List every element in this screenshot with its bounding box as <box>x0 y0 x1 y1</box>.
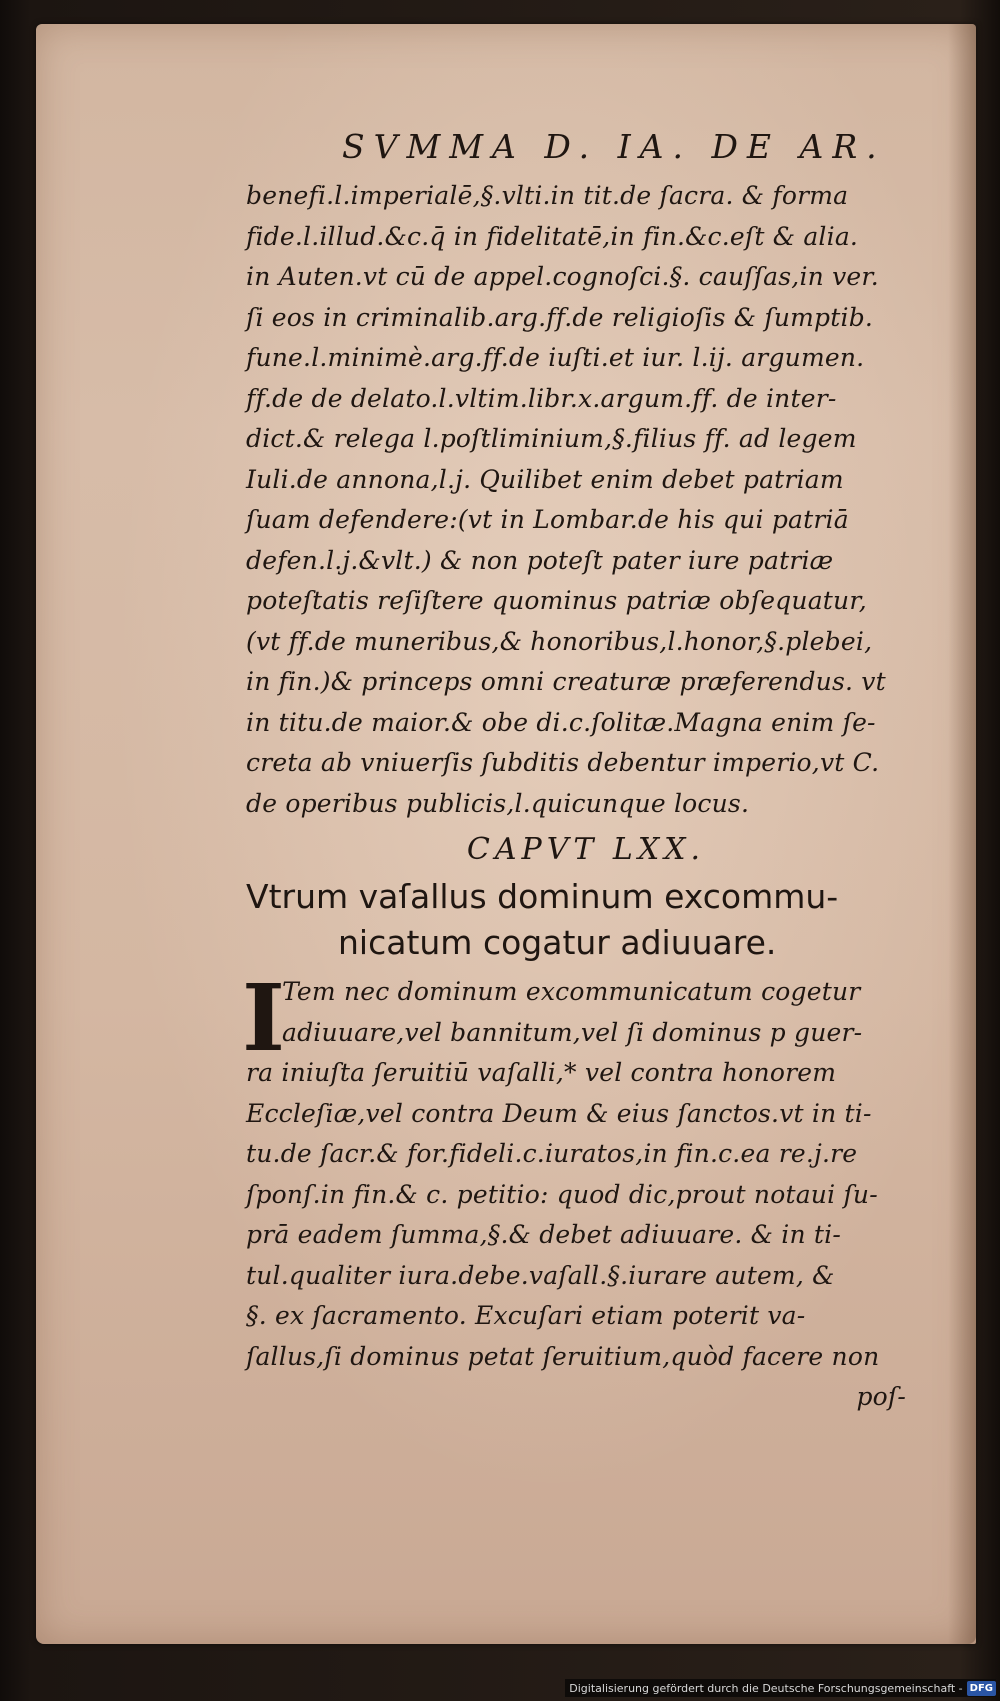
text-line: in Auten.vt cū de appel.cognoſci.§. cauſſas,in ver. <box>246 262 879 291</box>
book-page <box>36 24 976 1644</box>
text-line: de operibus publicis,l.quicunque locus. <box>246 788 750 818</box>
paragraph-before-chapter <box>246 176 926 824</box>
text-line: fune.l.minimè.arg.ff.de iuſti.et iur. l.ij. argumen. <box>246 343 865 372</box>
text-line: Eccleſiæ,vel contra Deum & eius ſanctos.vt in ti- <box>246 1098 872 1128</box>
text-line: tu.de ſacr.& for.fideli.c.iuratos,in fin.c.ea re.j.re <box>246 1139 858 1168</box>
text-line: dict.& relega l.poſtliminium,§.filius ff. ad legem <box>246 424 857 453</box>
text-line: ſallus,ſi dominus petat ſeruitium,quòd facere non <box>246 1341 880 1371</box>
text-line: benefi.l.imperialē,§.vlti.in tit.de ſacra. & forma <box>246 181 849 210</box>
chapter-label: CAPVT LXX. <box>466 832 706 867</box>
text-line: fide.l.illud.&c.q̄ in fidelitatē,in fin.&c.eſt & alia. <box>246 221 859 251</box>
chapter-title-line: Vtrum vaſallus dominum excommu- <box>246 877 839 916</box>
drop-cap: I <box>242 964 286 1072</box>
text-line: ff.de de delato.l.vltim.libr.x.argum.ff. de inter- <box>246 383 837 413</box>
credit-text: Digitalisierung gefördert durch die Deutsche Forschungsgemeinschaft - <box>569 1681 963 1695</box>
chapter-title <box>246 874 926 966</box>
text-line: (vt ff.de muneribus,& honoribus,l.honor,§.plebei, <box>246 626 873 656</box>
text-line: ra iniuſta ſeruitiū vaſalli,* vel contra honorem <box>246 1058 837 1087</box>
dfg-logo: DFG <box>967 1681 996 1696</box>
text-line: ſponſ.in fin.& c. petitio: quod dic,prout notaui ſu- <box>246 1179 878 1209</box>
text-line: §. ex ſacramento. Excuſari etiam poterit va- <box>246 1301 806 1330</box>
text-line: in fin.)& princeps omni creaturæ præferendus. vt <box>246 667 886 696</box>
paragraph-after-chapter <box>242 964 926 1418</box>
text-line: Tem nec dominum excommunicatum cogetur <box>282 977 861 1006</box>
text-line: ſuam defendere:(vt in Lombar.de his qui patriā <box>246 505 849 534</box>
text-line: adiuuare,vel bannitum,vel ſi dominus p guer- <box>282 1017 863 1047</box>
text-line: creta ab vniuerſis ſubditis debentur imperio,vt C. <box>246 748 880 777</box>
text-line: tul.qualiter iura.debe.vaſall.§.iurare autem, & <box>246 1260 835 1290</box>
chapter-title-line: nicatum cogatur adiuuare. <box>338 923 777 962</box>
text-line: defen.l.j.&vlt.) & non poteſt pater iure patriæ <box>246 545 834 575</box>
text-line: in titu.de maior.& obe di.c.ſolitæ.Magna enim ſe- <box>246 707 876 737</box>
running-head: SVMMA D. IA. DE AR. <box>342 127 886 166</box>
catchword: poſ- <box>856 1382 906 1411</box>
digitization-credit <box>565 1679 996 1697</box>
text-line: Iuli.de annona,l.j. Quilibet enim debet patriam <box>246 464 844 494</box>
text-line: ſi eos in criminalib.arg.ff.de religioſis & ſumptib. <box>246 302 874 332</box>
text-line: prā eadem ſumma,§.& debet adiuuare. & in ti- <box>246 1220 841 1249</box>
text-line: poteſtatis reſiſtere quominus patriæ obſequatur, <box>246 586 867 615</box>
text-block <box>242 126 926 1418</box>
